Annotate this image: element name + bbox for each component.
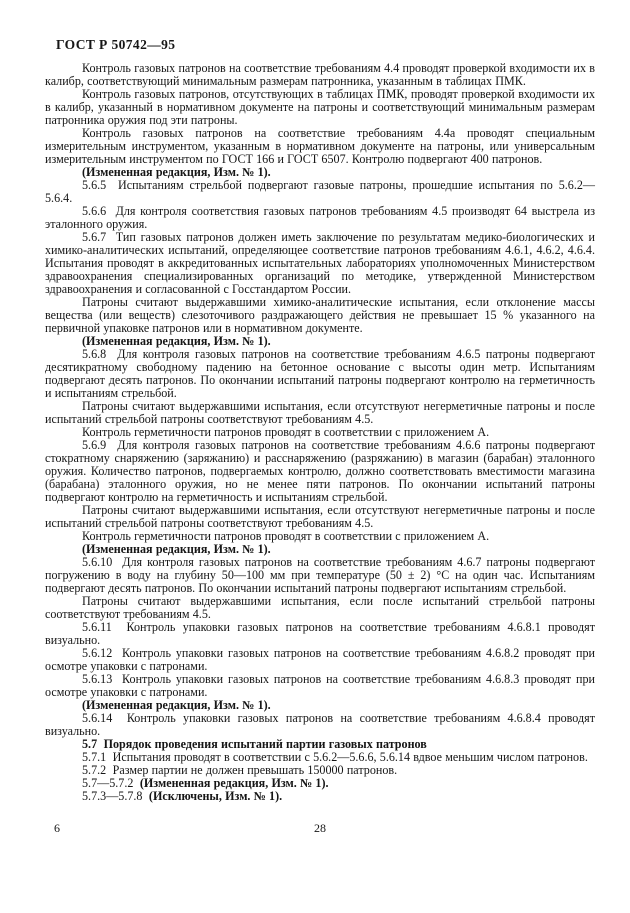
text-run: 5.6.5 Испытаниям стрельбой подвергают газовые патроны, прошедшие испытания по 5.6.2—5.6.4.: [45, 178, 595, 205]
bold-text-run: (Измененная редакция, Изм. № 1).: [82, 334, 271, 348]
paragraph: [45, 439, 595, 504]
text-run: Патроны считают выдержавшими испытания, если после испытаний стрельбой патроны соответствуют требованиям 4.5.: [45, 594, 595, 621]
paragraph: [45, 647, 595, 673]
paragraph: [45, 790, 595, 803]
bold-text-run: 5.7 Порядок проведения испытаний партии газовых патронов: [82, 737, 427, 751]
bold-text-run: (Измененная редакция, Изм. № 1).: [82, 542, 271, 556]
bold-text-run: (Измененная редакция, Изм. № 1).: [139, 776, 329, 790]
page-number-left: 6: [54, 821, 60, 835]
text-run: Контроль газовых патронов на соответствие требованиям 4.4а проводят специальным измерительным инструментом, указанным в нормативном документе на патроны, или универсальным измерительным инструментом по ГОСТ 166 и ГОСТ 6507. Контролю подвергают 400 патронов.: [45, 126, 595, 166]
text-run: 5.6.9 Для контроля газовых патронов на соответствие требованиям 4.6.6 патроны подвергают стократному снаряжению (заряжанию) и расснаряжению (разряжанию) в магазин (барабан) эталонного оружия. Количество патронов, подвергаемых контролю, должно соответствовать вместимости магазина (барабана) эталонного оружия, но не менее пяти патронов. По окончании испытаний патроны подвергают контролю на герметичность и испытаниям стрельбой.: [45, 438, 595, 504]
text-run: 5.7.1 Испытания проводят в соответствии с 5.6.2—5.6.6, 5.6.14 вдвое меньшим числом патронов.: [82, 750, 588, 764]
paragraph: [45, 504, 595, 530]
text-run: Патроны считают выдержавшими испытания, если отсутствуют негерметичные патроны и после испытаний стрельбой патроны соответствуют требованиям 4.5.: [45, 399, 595, 426]
bold-text-run: (Измененная редакция, Изм. № 1).: [82, 698, 271, 712]
paragraph: [45, 348, 595, 400]
bold-text-run: (Исключены, Изм. № 1).: [148, 789, 283, 803]
text-run: 5.7.2 Размер партии не должен превышать 150000 патронов.: [82, 763, 398, 777]
document-body: [45, 62, 595, 803]
paragraph: [45, 179, 595, 205]
text-run: 5.7.3—5.7.8: [82, 789, 149, 803]
text-run: Контроль газовых патронов на соответствие требованиям 4.4 проводят проверкой входимости их в калибр, соответствующий минимальным размерам патронника, указанным в таблицах ПМК.: [45, 61, 595, 88]
paragraph: [45, 673, 595, 699]
text-run: 5.6.14 Контроль упаковки газовых патронов на соответствие требованиям 4.6.8.4 проводят визуально.: [45, 711, 595, 738]
text-run: 5.6.6 Для контроля соответствия газовых патронов требованиям 4.5 производят 64 выстрела из эталонного оружия.: [45, 204, 595, 231]
paragraph: [45, 296, 595, 335]
text-run: Контроль герметичности патронов проводят в соответствии с приложением А.: [82, 425, 490, 439]
paragraph: [45, 205, 595, 231]
text-run: Контроль газовых патронов, отсутствующих в таблицах ПМК, проводят проверкой входимости их в калибр, указанный в нормативном документе на патроны и соответствующий минимальным размерам патронника оружия под эти патроны.: [45, 87, 595, 127]
bold-text-run: (Измененная редакция, Изм. № 1).: [82, 165, 271, 179]
text-run: 5.6.13 Контроль упаковки газовых патронов на соответствие требованиям 4.6.8.3 проводят при осмотре упаковки с патронами.: [45, 672, 595, 699]
page-number-center: 28: [314, 821, 326, 835]
text-run: 5.6.7 Тип газовых патронов должен иметь заключение по результатам медико-биологических и химико-аналитических испытаний, определяющее соответствие патронов требованиям 4.6.1, 4.6.2, 4.6.4. Испытания проводят в аккредитованных испытательных лабораториях уполномоченных Министерством здравоохранения специализированных организаций по методике, утвержденной Министерством здравоохранения и согласованной с Госстандартом России.: [45, 230, 595, 296]
paragraph: [45, 88, 595, 127]
text-run: 5.7—5.7.2: [82, 776, 140, 790]
paragraph: [45, 62, 595, 88]
paragraph: [45, 595, 595, 621]
paragraph: [45, 712, 595, 738]
paragraph: [45, 556, 595, 595]
text-run: Контроль герметичности патронов проводят в соответствии с приложением А.: [82, 529, 490, 543]
paragraph: [45, 400, 595, 426]
paragraph: [45, 127, 595, 166]
paragraph: [45, 621, 595, 647]
text-run: Патроны считают выдержавшими химико-аналитические испытания, если отклонение массы вещества (или веществ) слезоточивого раздражающего действия не превышает 15 % указанного на первичной упаковке патронов или в нормативном документе.: [45, 295, 595, 335]
document-title: ГОСТ Р 50742—95: [56, 37, 176, 52]
text-run: 5.6.12 Контроль упаковки газовых патронов на соответствие требованиям 4.6.8.2 проводят при осмотре упаковки с патронами.: [45, 646, 595, 673]
text-run: Патроны считают выдержавшими испытания, если отсутствуют негерметичные патроны и после испытаний стрельбой патроны соответствуют требованиям 4.5.: [45, 503, 595, 530]
text-run: 5.6.11 Контроль упаковки газовых патронов на соответствие требованиям 4.6.8.1 проводят визуально.: [45, 620, 595, 647]
text-run: 5.6.10 Для контроля газовых патронов на соответствие требованиям 4.6.7 патроны подвергают погружению в воду на глубину 50—100 мм при температуре (50 ± 2) °С на один час. Испытаниям подвергают десять патронов. По окончании испытаний патроны подвергают испытаниям стрельбой.: [45, 555, 595, 595]
paragraph: [45, 231, 595, 296]
text-run: 5.6.8 Для контроля газовых патронов на соответствие требованиям 4.6.5 патроны подвергают десятикратному свободному падению на бетонное основание с высоты один метр. Испытаниям подвергают десять патронов. По окончании испытаний патроны подвергают контролю на герметичность и испытаниям стрельбой.: [45, 347, 595, 400]
